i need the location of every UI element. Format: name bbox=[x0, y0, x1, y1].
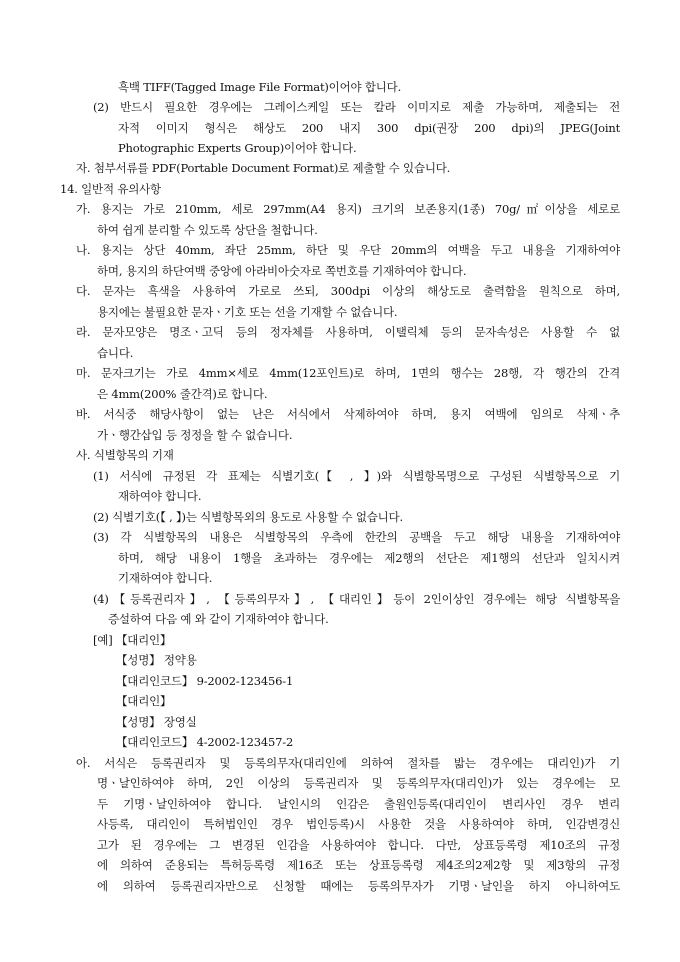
text-line: 【대리인】 bbox=[116, 694, 172, 708]
text-line: 증설하여 다음 예 와 같이 기재하여야 합니다. bbox=[108, 612, 329, 626]
text-line: (4)【등록권리자】, 【등록의무자】, 【대리인】등이 2인이상인 경우에는 해당 식별항목을 bbox=[93, 592, 620, 606]
text-line: Photographic Experts Group)이어야 합니다. bbox=[118, 141, 357, 155]
text-line: 기재하여야 합니다. bbox=[118, 571, 213, 585]
text-line: 【대리인코드】 4-2002-123457-2 bbox=[116, 735, 294, 749]
text-line: (1) 서식에 규정된 각 표제는 식별기호(【 , 】)와 식별항목명으로 구성된 식별항목으로 기 bbox=[93, 469, 620, 483]
text-line: 자. 첨부서류를 PDF(Portable Document Format)로 제출할 수 있습니다. bbox=[76, 161, 451, 175]
text-line: 사. 식별항목의 기재 bbox=[76, 448, 174, 462]
text-line: 은 4mm(200% 줄간격)로 합니다. bbox=[97, 387, 268, 401]
text-line: 다. 문자는 흑색을 사용하여 가로로 쓰되, 300dpi 이상의 해상도로 출력함을 원칙으로 하며, bbox=[76, 284, 620, 298]
text-line: 【대리인코드】 9-2002-123456-1 bbox=[116, 674, 294, 688]
text-line: 하며, 용지의 하단여백 중앙에 아라비아숫자로 쪽번호를 기재하여야 합니다. bbox=[97, 264, 467, 278]
text-line: 용지에는 불필요한 문자ㆍ기호 또는 선을 기재할 수 없습니다. bbox=[97, 305, 398, 319]
text-line: 나. 용지는 상단 40mm, 좌단 25mm, 하단 및 우단 20mm의 여백을 두고 내용을 기재하여야 bbox=[76, 243, 620, 257]
text-line: 가. 용지는 가로 210mm, 세로 297mm(A4 용지) 크기의 보존용지(1종) 70g/㎡이상을 세로로 bbox=[76, 202, 620, 216]
text-line: 【성명】 장영실 bbox=[116, 715, 197, 729]
text-line: (2) 식별기호(【 , 】)는 식별항목외의 용도로 사용할 수 없습니다. bbox=[93, 510, 403, 524]
text-line: 아. 서식은 등록권리자 및 등록의무자(대리인에 의하여 절차를 밟는 경우에는 대리인)가 기 bbox=[76, 756, 620, 770]
text-line: 에 의하여 등록권리자만으로 신청할 때에는 등록의무자가 기명ㆍ날인을 하지 아니하여도 bbox=[97, 879, 620, 893]
text-line: 라. 문자모양은 명조ㆍ고딕 등의 정자체를 사용하며, 이탤릭체 등의 문자속성은 사용할 수 없 bbox=[76, 325, 620, 339]
text-line: 사등록, 대리인이 특허법인인 경우 법인등록)시 사용한 것을 사용하여야 하며, 인감변경신 bbox=[97, 817, 620, 831]
text-line: 14. 일반적 유의사항 bbox=[60, 182, 161, 196]
text-line: 【성명】 정약용 bbox=[116, 653, 197, 667]
text-line: (2) 반드시 필요한 경우에는 그레이스케일 또는 칼라 이미지로 제출 가능하며, 제출되는 전 bbox=[93, 100, 620, 114]
text-line: 재하여야 합니다. bbox=[118, 489, 202, 503]
text-line: 습니다. bbox=[97, 346, 134, 360]
text-line: (3) 각 식별항목의 내용은 식별항목의 우측에 한칸의 공백을 두고 해당 내용을 기재하여야 bbox=[93, 530, 620, 544]
text-line: 하여 쉽게 분리할 수 있도록 상단을 철합니다. bbox=[97, 223, 318, 237]
text-line: 흑백 TIFF(Tagged Image File Format)이어야 합니다. bbox=[118, 80, 402, 94]
text-line: 가ㆍ행간삽입 등 정정을 할 수 없습니다. bbox=[97, 428, 293, 442]
text-line: 하며, 해당 내용이 1행을 초과하는 경우에는 제2행의 선단은 제1행의 선단과 일치시켜 bbox=[118, 551, 620, 565]
text-line: 고가 된 경우에는 그 변경된 인감을 사용하여야 합니다. 다만, 상표등록령 제10조의 규정 bbox=[97, 838, 620, 852]
text-line: 마. 문자크기는 가로 4mm×세로 4mm(12포인트)로 하며, 1면의 행수는 28행, 각 행간의 간격 bbox=[76, 366, 620, 380]
text-line: 에 의하여 준용되는 특허등록령 제16조 또는 상표등록령 제4조의2제2항 및 제3항의 규정 bbox=[97, 858, 620, 872]
text-line: [예] 【대리인】 bbox=[93, 633, 172, 647]
text-line: 바. 서식중 해당사항이 없는 난은 서식에서 삭제하여야 하며, 용지 여백에 임의로 삭제ㆍ추 bbox=[76, 407, 620, 421]
text-line: 자적 이미지 형식은 해상도 200 내지 300 dpi(권장 200 dpi)의 JPEG(Joint bbox=[118, 121, 620, 135]
text-line: 두 기명ㆍ날인하여야 합니다. 날인시의 인감은 출원인등록(대리인이 변리사인 경우 변리 bbox=[97, 797, 620, 811]
text-line: 명ㆍ날인하여야 하며, 2인 이상의 등록권리자 및 등록의무자(대리인)가 있는 경우에는 모 bbox=[97, 776, 620, 790]
